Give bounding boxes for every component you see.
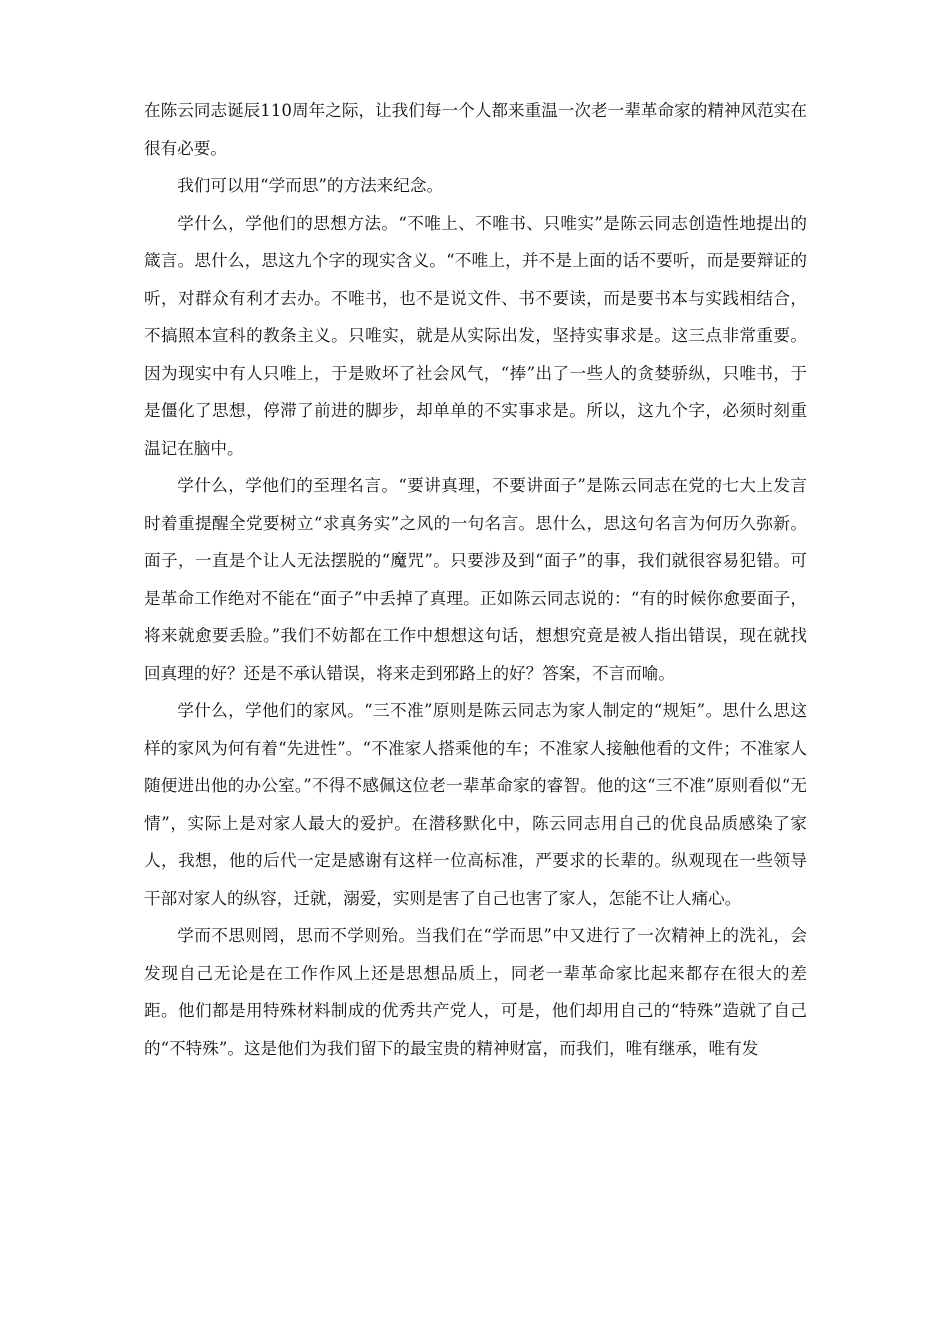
paragraph-family-style: 学什么，学他们的家风。“三不准”原则是陈云同志为家人制定的“规矩”。思什么思这样的家风为何有着“先进性”。“不准家人搭乘他的车；不准家人接触他看的文件；不准家人随便进出他的办公室。”不得不感佩这位老一辈革命家的睿智。他的这“三不准”原则看似“无情”，实际上是对家人最大的爱护。在潜移默化中，陈云同志用自己的优良品质感染了家人，我想，他的后代一定是感谢有这样一位高标准，严要求的长辈的。纵观现在一些领导干部对家人的纵容，迁就，溺爱，实则是害了自己也害了家人，怎能不让人痛心。 — [144, 701, 807, 908]
paragraph-method: 我们可以用“学而思”的方法来纪念。 — [177, 176, 444, 195]
paragraph-famous-saying: 学什么，学他们的至理名言。“要讲真理，不要讲面子”是陈云同志在党的七大上发言时着重提醒全党要树立“求真务实”之风的一句名言。思什么，思这句名言为何历久弥新。面子，一直是个让人无法摆脱的“魔咒”。只要涉及到“面子”的事，我们就很容易犯错。可是革命工作绝对不能在“面子”中丢掉了真理。正如陈云同志说的：“有的时候你愈要面子，将来就愈要丢脸。”我们不妨都在工作中想想这句话，想想究竟是被人指出错误，现在就找回真理的好？还是不承认错误，将来走到邪路上的好？答案，不言而喻。 — [144, 476, 807, 683]
paragraph-thinking-method: 学什么，学他们的思想方法。“不唯上、不唯书、只唯实”是陈云同志创造性地提出的箴言。思什么，思这九个字的现实含义。“不唯上，并不是上面的话不要听，而是要辩证的听，对群众有利才去办。不唯书，也不是说文件、书不要读，而是要书本与实践相结合，不搞照本宣科的教条主义。只唯实，就是从实际出发，坚持实事求是。这三点非常重要。因为现实中有人只唯上，于是败坏了社会风气，“捧”出了一些人的贪婪骄纵，只唯书，于是僵化了思想，停滞了前进的脚步，却单单的不实事求是。所以，这九个字，必须时刻重温记在脑中。 — [144, 213, 807, 458]
document-body — [144, 92, 807, 1067]
paragraph-intro: 在陈云同志诞辰110周年之际，让我们每一个人都来重温一次老一辈革命家的精神风范实在很有必要。 — [144, 101, 807, 158]
paragraph-conclusion: 学而不思则罔，思而不学则殆。当我们在“学而思”中又进行了一次精神上的洗礼，会发现自己无论是在工作作风上还是思想品质上，同老一辈革命家比起来都存在很大的差距。他们都是用特殊材料制成的优秀共产党人，可是，他们却用自己的“特殊”造就了自己的“不特殊”。这是他们为我们留下的最宝贵的精神财富，而我们，唯有继承，唯有发 — [144, 926, 807, 1058]
